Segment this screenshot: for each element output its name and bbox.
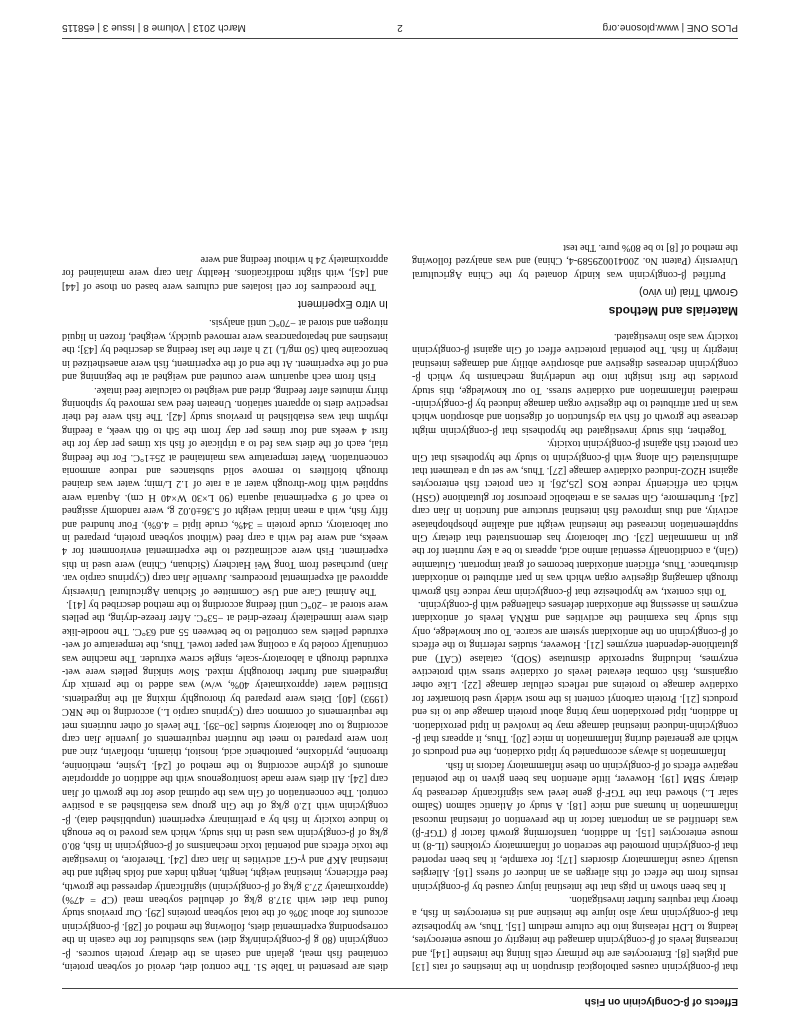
paragraph: Together, this study investigated the hypothesis that β-conglycinin might decrease the growth of fish via dysfunction of digestion and absorption which was in part attributed to the digestive organ damage induced by β-conglycinin-mediated inflammation and oxidative stress. To our knowledge, this study provides the first insight into the underlying mechanism by which β-conglycinin decreases digestive and absorptive ability and damages intestinal integrity in fish. The potential protective effect of Gln against β-conglycinin toxicity was also investigated.	[412, 330, 738, 436]
header-rule	[62, 988, 738, 989]
paragraph: diets are presented in Table S1. The control diet, devoid of soybean protein, contained fish meal, gelatin and casein as the dietary protein sources. β-conglycinin (80 g β-conglycinin/kg diet) was substituted for the casein in the corresponding experimental diets, following the method of [28]. β-conglycinin accounts for about 30% of the total soybean proteins [29]. Our previous study found that diet with 317.8 g/kg of dehulled soybean meal (CP = 47%) (approximately 27.3 g/kg of β-conglycinin) significantly depressed the growth, feed efficiency, intestinal weight, length, length index and folds height and the intestinal AKP and γ-GT activities in Jian carp [24]. Therefore, to investigate the toxic effects and potential toxic mechanisms of β-conglycinin in fish, 80.0 g/kg of β-conglycinin was used in this study, which was proved to be enough to induce toxicity in fish by a preliminary experiment (unpublished data). β-conglycinin with 12.0 g/kg of the Gln group was established as a positive control. The concentration of Gln was the optimal dose for the growth of Jian carp [24]. All diets were made isonitrogenous with the addition of appropriate amounts of glycine according to the method of [24]. Lysine, methionine, threonine, pyridoxine, pantothenic acid, inositol, thiamin, riboflavin, zinc and iron were prepared to meet the nutrient requirements of juvenile Jian carp according to our laboratory studies [30–39]. The levels of other nutrients met the requirements of common carp (Cyprinus carpio L.) according to the NRC (1993) [40]. Diets were prepared by thoroughly mixing all the ingredients. Distilled water (approximately 40%, w/w) was added to the premix dry ingredients and further thoroughly mixed. Slow sinking pellets were wet-extruded through a laboratory-scale, single screw extruder. The machine was continually cooled by a cooling wet paper towel. Thus, the temperature of wet-extruded pellets was controlled to be between 55 and 63°C. The noodle-like diets were immediately freeze-dried at −53°C. After freeze-drying, the pellets were stored at −20°C until feeding according to the method described by [41].	[62, 599, 388, 972]
page-number: 2	[397, 22, 403, 33]
footer-rule	[62, 38, 738, 39]
paragraph: It has been shown in pigs that the intestinal injury caused by β-conglycinin results from the effect of this allergen as an inducer of stress [16]. Allergies usually cause inflammatory disorders [17]; for example, it has been reported that β-conglycinin promoted the secretion of inflammatory cytokines (IL-8) in mouse enterocytes [15]. In addition, transforming growth factor β (TGF-β) was identified as an important factor in the prevention of intestinal mucosal inflammation in humans and mice [18]. A study of Atlantic salmon (Salmo salar L.) showed that the TGF-β gene level was significantly decreased by dietary SBM [19]. However, little attention has been given to the potential negative effects of β-conglycinin on these inflammatory factors in fish.	[412, 759, 738, 892]
paragraph: Fish from each aquarium were counted and weighed at the beginning and end of the experiment. At the end of the experiment, fish were anaesthetized in benzocaine bath (50 mg/L) 12 h after the last feeding as described by [43]; the intestines and hepatopancreas were removed quickly, weighed, frozen in liquid nitrogen and stored at −70°C until analysis.	[62, 317, 388, 383]
subsection-heading-in-vitro: In vitro Experiment	[297, 298, 388, 311]
running-title: Effects of β-Conglycinin on Fish	[584, 996, 738, 1007]
right-column	[62, 48, 388, 973]
left-column	[412, 48, 738, 973]
paragraph: Purified β-conglycinin was kindly donated by the China Agricultural University (Patent No. 200410029589-4, China) and was analyzed following the method of [8] to be 80% pure. The test	[412, 241, 738, 280]
section-heading-methods: Materials and Methods	[608, 304, 738, 319]
paragraph: The Animal Care and Use Committee of Sichuan Agricultural University approved all experimental procedures. Juvenile Jian carp (Cyprinus carpio var. Jian) purchased from Tong Wei Hatchery (Sichuan, China) were used in this experiment. Fish were acclimatized to the experimental environment for 4 weeks, and were fed with a carp feed (without soybean protein, prepared in our laboratory, crude protein = 34%, crude lipid = 4.6%). Four hundred and fifty fish, with a mean initial weight of 5.36±0.02 g, were randomly assigned to each of 9 experimental aquaria (90 L×30 W×40 H cm). Aquaria were supplied with flow-through water at a rate of 1.2 L/min; water was drained through biofilters to remove solid substances and reduce ammonia concentration. Water temperature was maintained at 25±1°C. For the feeding trial, each of the diets was fed to a triplicate of fish six times per day for the first 4 weeks and four times per day from the 5th to 6th week, a feeding rhythm that was established in previous study [42]. The fish were fed their respective diets to apparent satiation. Uneaten feed was removed by siphoning thirty minutes after feeding, dried and weighed to calculate feed intake.	[62, 384, 388, 597]
paragraph: Inflammation is always accompanied by lipid oxidation, the end products of which are generated during inflammation in mice [20]. Thus, it appears that β-conglycinin-induced intestinal damage may be involved in lipid peroxidation. In addition, lipid peroxidation may bring about protein damage due to its end products [21]. Protein carbonyl content is the most widely used biomarker for oxidative damage to proteins and reflects cellular damage [22]. Like other organisms, fish combat elevated levels of oxidative stress with protective enzymes, including superoxide dismutase (SOD), catalase (CAT) and glutathione-dependent enzymes [21]. However, studies referring to the effects of β-conglycinin on the antioxidant system are scarce. To our knowledge, only this study has examined the activities and mRNA levels of antioxidant enzymes in assessing the antioxidant defenses challenged with β-conglycinin.	[412, 599, 738, 758]
journal-name: PLOS ONE | www.plosone.org	[602, 22, 738, 33]
paragraph: To this context, we hypothesize that β-conglycinin may reduce fish growth through damaging digestive organ which was in part attributed to antioxidant disturbance. Thus, efficient antioxidant becomes of great important. Glutamine (Gln), a conditionally essential amino acid, appears to be a key nutrient for the gut in mammalian [23]. Our laboratory has demonstrated that dietary Gln supplementation increased the intestinal weight and alkaline phosphophatase activity, and thus improved fish intestinal structure and function in Jian carp [24]. Furthermore, Gln serves as a metabolic precursor for glutathione (GSH) which can efficiently reduce ROS [25,26]. It can protect fish enterocytes against H2O2-induced oxidative damage [27]. Thus, we set up a treatment that administrated Gln along with β-conglycinin to study the hypothesis that Gln can protect fish against β-conglycinin toxicity.	[412, 438, 738, 597]
subsection-heading-growth-trial: Growth Trial (in vivo)	[639, 286, 738, 299]
issue-info: March 2013 | Volume 8 | Issue 3 | e58115	[62, 22, 246, 33]
paragraph: The procedures for cell isolates and cultures were based on those of [44] and [45], with slight modifications. Healthy Jian carp were maintained for approximately 24 h without feeding and were	[62, 253, 388, 292]
paragraph: that β-conglycinin causes pathological disruption in the intestines of rats [13] and piglets [8]. Enterocytes are the primary cells lining the intestine [14], and increasing levels of β-conglycinin damaged the integrity of mouse enterocytes, leading to LDH releasing into the culture medium [15]. Thus, we hypothesize that β-conglycinin may also injure the intestine and its enterocytes in fish, a theory that requires further investigation.	[412, 893, 738, 972]
